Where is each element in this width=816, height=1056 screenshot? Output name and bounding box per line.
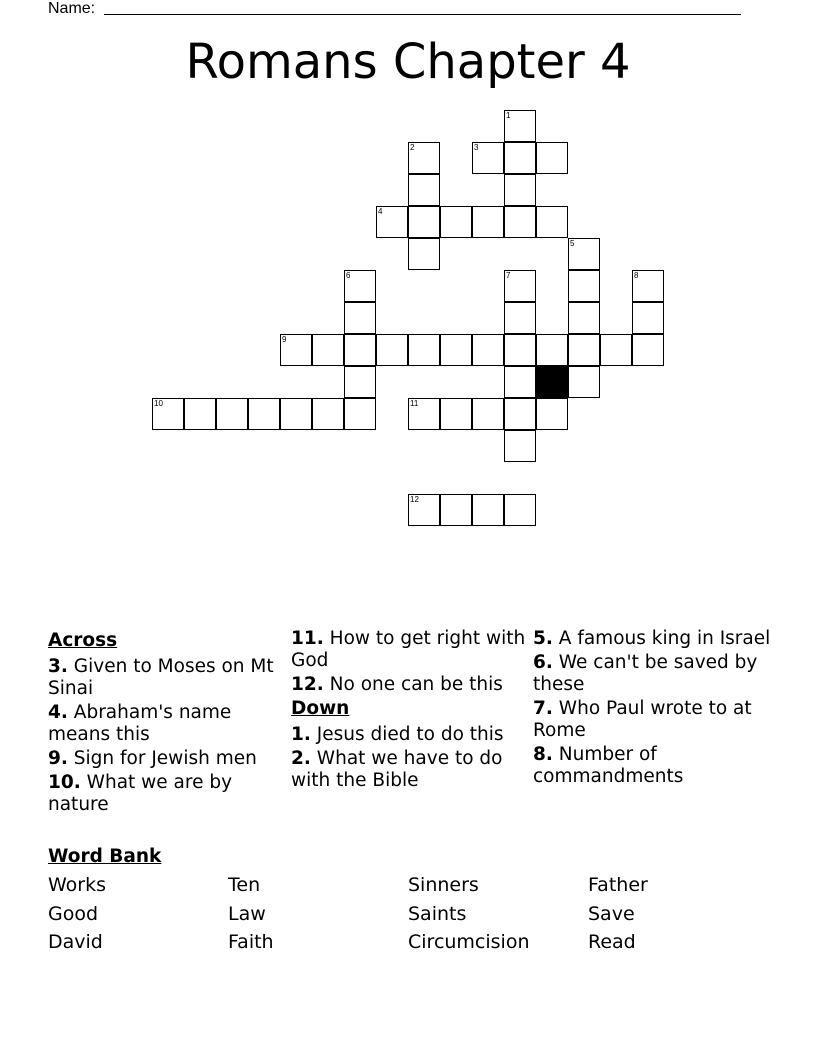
clue-number: 8 [634,271,639,280]
across-clue-9: 9. Sign for Jewish men [48,748,257,769]
word-bank [48,874,768,960]
crossword-cell[interactable] [216,398,248,430]
crossword-cell[interactable] [536,334,568,366]
clue-number: 12 [410,495,419,504]
crossword-cell[interactable] [568,238,600,270]
crossword-cell[interactable] [504,142,536,174]
crossword-cell[interactable] [440,334,472,366]
down-heading: Down [291,698,350,719]
clue-number: 7 [506,271,511,280]
crossword-cell[interactable] [632,334,664,366]
crossword-cell[interactable] [376,334,408,366]
word-bank-item: Law [228,902,266,925]
down-clue-7: 7. Who Paul wrote to at Rome [533,698,752,741]
clues-column-3 [533,628,773,790]
word-bank-item: Saints [408,902,467,925]
crossword-cell[interactable] [408,494,440,526]
word-bank-item: Sinners [408,874,479,896]
down-clue-6: 6. We can't be saved by these [533,652,758,695]
clue-number: 2 [410,143,415,152]
crossword-cell[interactable] [472,494,504,526]
across-clue-10: 10. What we are by nature [48,772,233,815]
crossword-cell[interactable] [280,334,312,366]
crossword-black-cell [536,366,568,398]
crossword-cell[interactable] [184,398,216,430]
crossword-cell[interactable] [504,174,536,206]
crossword-cell[interactable] [344,334,376,366]
crossword-cell[interactable] [472,206,504,238]
word-bank-item: Circumcision [408,931,530,953]
crossword-cell[interactable] [440,398,472,430]
crossword-cell[interactable] [504,430,536,462]
crossword-cell[interactable] [408,334,440,366]
crossword-cell[interactable] [312,334,344,366]
clue-number: 11 [410,399,419,408]
crossword-cell[interactable] [376,206,408,238]
crossword-cell[interactable] [280,398,312,430]
crossword-cell[interactable] [568,366,600,398]
down-clue-2: 2. What we have to do with the Bible [291,748,503,791]
crossword-cell[interactable] [152,398,184,430]
crossword-cell[interactable] [248,398,280,430]
crossword-cell[interactable] [344,366,376,398]
crossword-cell[interactable] [408,238,440,270]
crossword-cell[interactable] [504,206,536,238]
word-bank-title: Word Bank [48,846,162,867]
crossword-cell[interactable] [472,334,504,366]
crossword-cell[interactable] [440,494,472,526]
clues-column-2 [291,628,526,794]
crossword-cell[interactable] [312,398,344,430]
clue-number: 6 [346,271,351,280]
clue-number: 9 [282,335,287,344]
crossword-cell[interactable] [440,206,472,238]
clue-number: 4 [378,207,383,216]
word-bank-item: David [48,931,103,953]
name-label: Name: [48,0,96,17]
crossword-cell[interactable] [536,206,568,238]
clue-number: 1 [506,111,511,120]
across-clue-12: 12. No one can be this [291,674,503,695]
crossword-cell[interactable] [504,302,536,334]
down-clue-5: 5. A famous king in Israel [533,628,771,649]
word-bank-item: Father [588,874,648,896]
crossword-cell[interactable] [568,334,600,366]
crossword-cell[interactable] [568,270,600,302]
crossword-cell[interactable] [472,142,504,174]
crossword-cell[interactable] [472,398,504,430]
clue-number: 10 [154,399,163,408]
crossword-cell[interactable] [408,142,440,174]
crossword-cell[interactable] [568,302,600,334]
crossword-cell[interactable] [504,366,536,398]
crossword-cell[interactable] [344,398,376,430]
crossword-cell[interactable] [632,302,664,334]
page-title: Romans Chapter 4 [185,34,631,90]
clues-column-1 [48,628,280,818]
word-bank-item: Ten [228,874,261,896]
crossword-cell[interactable] [504,334,536,366]
crossword-cell[interactable] [408,174,440,206]
crossword-cell[interactable] [408,398,440,430]
word-bank-item: Works [48,874,107,896]
crossword-cell[interactable] [344,302,376,334]
across-heading: Across [48,630,118,651]
down-clue-1: 1. Jesus died to do this [291,724,504,745]
crossword-cell[interactable] [504,270,536,302]
crossword-cell[interactable] [344,270,376,302]
crossword-cell[interactable] [504,494,536,526]
crossword-cell[interactable] [600,334,632,366]
word-bank-item: Faith [228,931,274,953]
down-clue-8: 8. Number of commandments [533,744,684,787]
word-bank-item: Read [588,931,636,953]
crossword-cell[interactable] [536,142,568,174]
across-clue-4: 4. Abraham's name means this [48,702,232,745]
crossword-cell[interactable] [632,270,664,302]
across-clue-3: 3. Given to Moses on Mt Sinai [48,656,274,699]
clue-number: 3 [474,143,479,152]
word-bank-item: Good [48,902,99,925]
across-clue-11: 11. How to get right with God [291,628,526,671]
word-bank-item: Save [588,902,635,925]
crossword-cell[interactable] [536,398,568,430]
crossword-cell[interactable] [504,398,536,430]
crossword-cell[interactable] [504,110,536,142]
clue-number: 5 [570,239,575,248]
crossword-cell[interactable] [408,206,440,238]
